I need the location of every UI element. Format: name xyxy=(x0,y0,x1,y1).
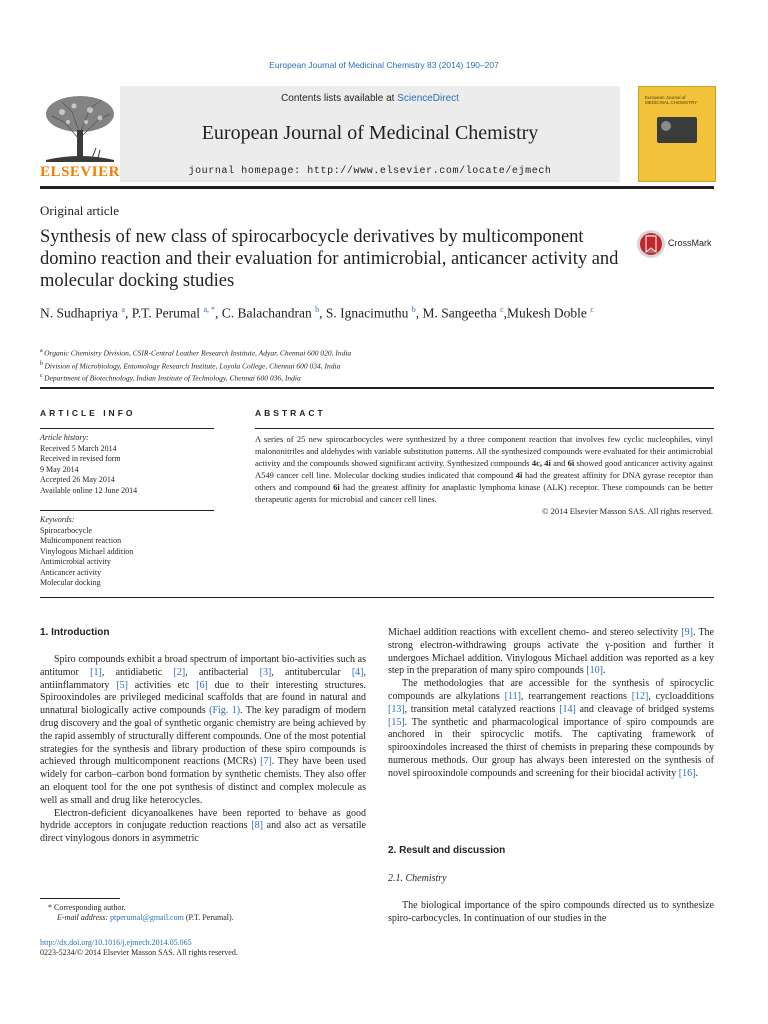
keyword-item: Multicomponent reaction xyxy=(40,536,122,545)
email-suffix: (P.T. Perumal). xyxy=(183,913,234,922)
paragraph xyxy=(40,654,366,808)
doi-block xyxy=(40,938,440,958)
affiliation-marker: a xyxy=(40,348,45,354)
paragraph-text: . The strong electron-withdrawing groups activate the γ-position and further it undergoes Michael addition. Vinylogous Michael addition was reported as a key step in the preparation of many spiro compounds xyxy=(388,627,714,677)
history-item: Received 5 March 2014 xyxy=(40,443,117,453)
reference-link[interactable]: [3] xyxy=(259,666,272,678)
paragraph-text: , antitubercular xyxy=(271,666,352,678)
contents-line xyxy=(120,93,620,104)
paragraph xyxy=(40,808,366,846)
compound-label: 4i xyxy=(515,470,523,480)
affiliation-marker[interactable]: b xyxy=(411,305,416,314)
affiliation-marker[interactable]: a xyxy=(121,305,125,314)
corresponding-author-note xyxy=(48,903,368,923)
compound-label: 6i xyxy=(333,482,340,492)
paragraph-text: , antibacterial xyxy=(185,666,260,678)
author-separator: , xyxy=(319,305,326,321)
reference-link[interactable]: [9] xyxy=(681,627,693,638)
abstract-heading: ABSTRACT xyxy=(255,408,326,418)
reference-link[interactable]: [12] xyxy=(631,690,649,702)
paragraph-text: , transition metal catalyzed reactions xyxy=(404,703,560,715)
chemistry-paragraph xyxy=(388,900,714,926)
abstract-part: and xyxy=(550,458,568,468)
reference-link[interactable]: [15] xyxy=(388,716,405,728)
keyword-item: Antimicrobial activity xyxy=(40,557,111,566)
header-rule xyxy=(40,186,714,189)
article-type: Original article xyxy=(40,203,120,218)
paragraph-text: . The synthetic and pharmacological importance of spiro compounds are anchored in their spirocyclic motifs. The captivating framework of spirooxindoles increased the thirst of chemists in preparing these compounds by numerous methods. Our group has always been interested on the synthesis of novel spirooxindole compounds and screening for their biocidal activity xyxy=(388,716,714,779)
author-separator: , xyxy=(215,305,222,321)
journal-cover-thumbnail[interactable] xyxy=(638,86,716,182)
abstract-bottom-rule xyxy=(40,597,714,598)
paragraph-text: , rearrangement reactions xyxy=(520,690,632,702)
footnote-rule xyxy=(40,898,120,899)
cover-image-detail xyxy=(661,121,671,131)
compound-label: 4c, 4i xyxy=(531,458,551,468)
reference-link[interactable]: [11] xyxy=(504,690,521,702)
history-item: 9 May 2014 xyxy=(40,464,79,474)
history-item: Received in revised form xyxy=(40,454,121,463)
keyword-item: Spirocarbocycle xyxy=(40,525,92,535)
paragraph-text: Spiro compounds exhibit a broad spectrum of important bio-activities such as antitumor xyxy=(40,654,366,678)
reference-link[interactable]: [6] xyxy=(196,679,208,691)
history-label: Article history: xyxy=(40,433,89,442)
journal-name: European Journal of Medicinal Chemistry xyxy=(201,122,539,144)
article-info-rule xyxy=(40,428,214,429)
paragraph-text: due to their interesting structures. Spirooxindoles are privileged medicinal scaffolds that are found in natural and unnatural biologically active compounds xyxy=(40,679,366,717)
affiliation-marker: c xyxy=(40,373,45,379)
history-list xyxy=(40,444,214,497)
article-info-heading: ARTICLE INFO xyxy=(40,408,136,418)
history-item: Available online 12 June 2014 xyxy=(40,485,138,495)
affiliation-line xyxy=(40,359,680,372)
history-item: Accepted 26 May 2014 xyxy=(40,475,115,484)
author-name: P.T. Perumal xyxy=(131,305,204,321)
keyword-item: Anticancer activity xyxy=(40,567,102,577)
paragraph-text: , antidiabetic xyxy=(101,666,174,678)
affiliation-line xyxy=(40,371,680,384)
elsevier-wordmark: ELSEVIER xyxy=(40,164,120,180)
author-separator: , xyxy=(503,305,508,321)
email-label: E-mail address: xyxy=(57,913,111,922)
journal-citation[interactable]: European Journal of Medicinal Chemistry 83 (2014) 190–207 xyxy=(269,60,499,70)
paragraph-text: and also act as versatile direct vinylogous donors in asymmetric xyxy=(40,820,366,845)
paragraph-text: . They have been used widely for carbon–carbon bond formation by synthetic chemists. They also offer an eloquent tool for the one pot synthesis of distinct and complex molecule as well as small and drug like heterocycles. xyxy=(40,756,366,806)
abstract-text xyxy=(255,433,713,517)
reference-link[interactable]: [4] xyxy=(351,666,364,678)
abstract-part: had the greatest affinity for anaplastic lymphoma kinase (ALK) receptor. These compounds can be better therapeutic agents for microbial and cancer cell lines. xyxy=(255,482,714,504)
paragraph xyxy=(388,627,714,678)
affiliation-rule xyxy=(40,387,714,389)
doi-link[interactable]: http://dx.doi.org/10.1016/j.ejmech.2014.05.065 xyxy=(40,938,192,947)
paragraph-text: Electron-deficient dicyanoalkenes have been reported to behave as good hydride acceptors in conjugate reduction reactions xyxy=(40,807,366,832)
section-heading-results: 2. Result and discussion xyxy=(388,845,506,856)
reference-link[interactable]: [1] xyxy=(90,666,102,678)
compound-label: 6i xyxy=(567,458,575,468)
paragraph-text: . xyxy=(695,767,698,779)
cover-title: European Journal of MEDICINAL CHEMISTRY xyxy=(645,95,698,105)
abstract-part: showed good anticancer activity against A549 cancer cell line. Molecular docking studies indicated that compound xyxy=(255,458,713,480)
contents-prefix: Contents lists available at xyxy=(281,93,398,104)
keyword-item: Vinylogous Michael addition xyxy=(40,546,134,556)
affiliation-marker[interactable]: c xyxy=(590,305,594,314)
paragraph-text: . The key paradigm of modern drug discovery and the goal of synthetic organic chemistry are being achieved by the rapid assembly of structurally different compounds. One of the most potential strategies for the synthesis and library production of these spiro compounds is achieved through multicomponent reactions (MCRs) xyxy=(40,705,367,768)
crossmark-icon xyxy=(636,229,666,259)
footnote-label: Corresponding author. xyxy=(52,903,126,912)
reference-link[interactable]: [8] xyxy=(251,820,263,832)
affiliation-marker[interactable]: a, * xyxy=(203,305,215,314)
author-name: C. Balachandran xyxy=(221,305,316,321)
author-email-link[interactable]: ptperumal@gmail.com xyxy=(110,913,184,922)
subsection-heading-chemistry: 2.1. Chemistry xyxy=(388,873,447,884)
paragraph-text: activities etc xyxy=(127,679,197,691)
article-history xyxy=(40,433,214,496)
abstract-copyright: © 2014 Elsevier Masson SAS. All rights reserved. xyxy=(541,506,713,516)
affiliation-text: Organic Chemistry Division, CSIR-Central Leather Research Institute, Adyar, Chennai 600 020, India xyxy=(44,348,352,358)
reference-link[interactable]: [13] xyxy=(388,703,405,715)
author-name: Mukesh Doble xyxy=(507,305,591,321)
reference-link[interactable]: [16] xyxy=(678,767,696,779)
affiliation-marker[interactable]: b xyxy=(315,305,320,314)
affiliation-text: Division of Microbiology, Entomology Research Institute, Loyola College, Chennai 600 034, India xyxy=(44,361,341,370)
right-column xyxy=(388,627,714,781)
section-heading-introduction: 1. Introduction xyxy=(40,627,110,638)
paragraph: The biological importance of the spiro compounds directed us to synthesize spiro-carbocycles. In continuation of our studies in the xyxy=(388,900,714,924)
reference-link[interactable]: [5] xyxy=(116,679,128,691)
paragraph xyxy=(388,678,714,780)
reference-link[interactable]: (Fig. 1) xyxy=(209,705,241,717)
author-separator: , xyxy=(124,305,132,321)
crossmark-label: CrossMark xyxy=(668,238,712,248)
author-name: M. Sangeetha xyxy=(422,305,501,321)
sciencedirect-link[interactable]: ScienceDirect xyxy=(397,93,459,104)
author-separator: , xyxy=(415,305,423,321)
crossmark-badge[interactable] xyxy=(636,229,716,259)
keyword-list xyxy=(40,526,214,589)
keywords-rule xyxy=(40,510,214,511)
keywords-label: Keywords: xyxy=(40,515,75,524)
affiliation-line xyxy=(40,346,680,359)
affiliations xyxy=(40,346,680,384)
keyword-item: Molecular docking xyxy=(40,578,101,587)
affiliation-marker[interactable]: c xyxy=(500,305,504,314)
author-name: S. Ignacimuthu xyxy=(325,305,412,321)
paragraph-text: , cycloadditions xyxy=(648,690,714,702)
abstract-rule xyxy=(255,428,714,429)
keywords-block xyxy=(40,515,214,589)
affiliation-marker: b xyxy=(40,360,45,367)
reference-link[interactable]: [7] xyxy=(260,756,272,768)
reference-link[interactable]: [2] xyxy=(173,666,186,678)
left-column xyxy=(40,654,366,846)
paragraph-text: , antiinflammatory xyxy=(40,666,366,691)
reference-link[interactable]: [10] xyxy=(586,665,603,677)
issn-copyright: 0223-5234/© 2014 Elsevier Masson SAS. All rights reserved. xyxy=(40,948,238,957)
paragraph-text: The methodologies that are accessible for the synthesis of spirocyclic compounds are alkylations xyxy=(388,678,714,702)
reference-link[interactable]: [14] xyxy=(559,703,576,715)
article-title: Synthesis of new class of spirocarbocycle derivatives by multicomponent domino reaction and their evaluation for antimicrobial, anticancer activity and molecular docking studies xyxy=(40,227,619,291)
abstract-part: had the greatest affinity for DNA gyrase receptor than others and compound xyxy=(255,470,713,492)
abstract-part: A series of 25 new spirocarbocycles were synthesized by a three component reaction that involves few cyclic nucleophiles, vinyl malononitriles and aldehydes with variable substitution patterns. All the synthesized compounds were evaluated for their antimicrobial activity and the compounds showed significant activity. Synthesized compounds xyxy=(255,434,713,468)
paragraph-text: Michael addition reactions with excellent chemo- and stereo selectivity xyxy=(388,627,682,638)
author-name: N. Sudhapriya xyxy=(40,305,122,321)
journal-homepage[interactable]: journal homepage: http://www.elsevier.com/locate/ejmech xyxy=(188,166,552,177)
author-list xyxy=(40,301,680,323)
footnote-mark: * xyxy=(48,903,52,912)
paragraph-text: and cleavage of bridged systems xyxy=(575,703,714,715)
affiliation-text: Department of Biotechnology, Indian Institute of Technology, Chennai 600 036, India xyxy=(44,373,301,383)
paragraph-text: . xyxy=(602,665,606,677)
